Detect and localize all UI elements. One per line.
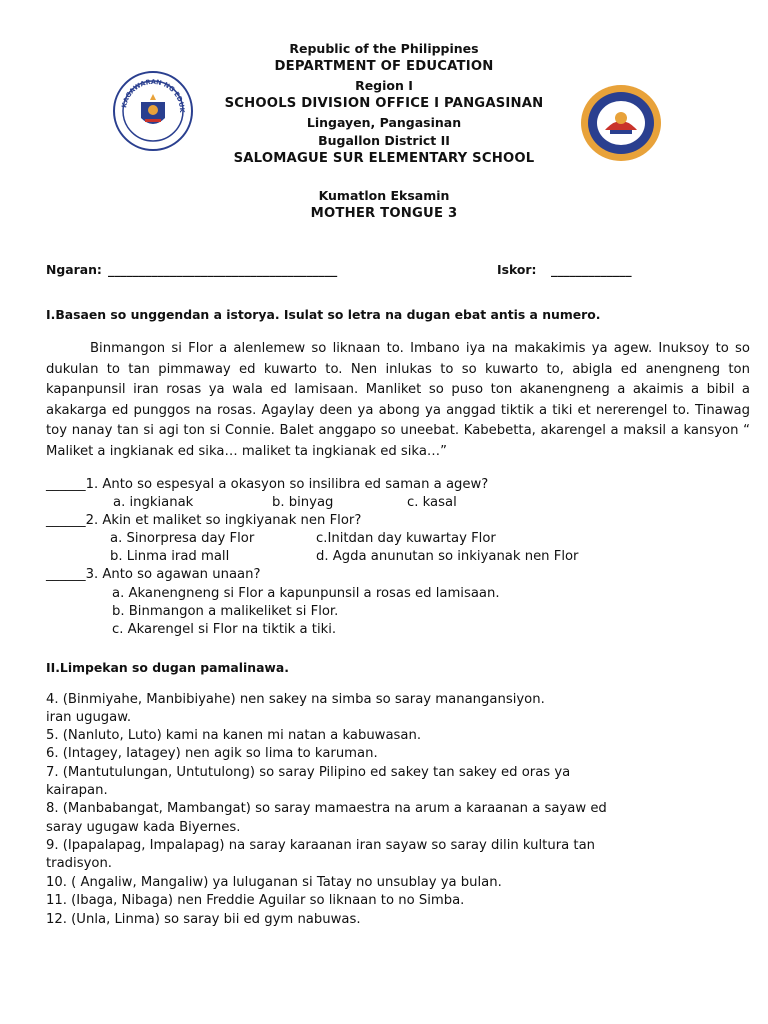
name-blank[interactable]: _____________________________________	[108, 262, 338, 277]
question-1: ______1. Anto so espesyal a okasyon so insilibra ed saman a agew?	[46, 477, 489, 492]
svg-text:KAGAWARAN NG EDUKASYON: KAGAWARAN NG EDUK	[120, 77, 187, 113]
header-location: Lingayen, Pangasinan	[306, 115, 462, 130]
header-division-office: SCHOOLS DIVISION OFFICE I PANGASINAN	[224, 96, 544, 111]
list-item: tradisyon.	[46, 856, 113, 871]
q1-option-a: a. ingkianak	[113, 495, 194, 510]
header-district: Bugallon District II	[318, 133, 450, 148]
section1-instruction: I.Basaen so unggendan a istorya. Isulat so letra na dugan ebat antis a numero.	[46, 307, 601, 322]
list-item: 11. (Ibaga, Nibaga) nen Freddie Aguilar so liknaan to no Simba.	[46, 893, 465, 908]
q2-option-c: c.Initdan day kuwartay Flor	[316, 531, 496, 546]
list-item: 8. (Manbabangat, Mambangat) so saray mamaestra na arum a karaanan a sayaw ed	[46, 801, 607, 816]
subject-title: MOTHER TONGUE 3	[310, 206, 458, 221]
q1-option-b: b. binyag	[272, 495, 334, 510]
name-label: Ngaran:	[46, 262, 102, 277]
list-item: 5. (Nanluto, Luto) kami na kanen mi natan a kabuwasan.	[46, 728, 422, 743]
list-item: iran ugugaw.	[46, 710, 132, 725]
exam-title: Kumatlon Eksamin	[318, 188, 450, 203]
score-blank[interactable]: _____________	[551, 262, 632, 277]
q2-option-d: d. Agda anunutan so inkiyanak nen Flor	[316, 549, 579, 564]
list-item: 10. ( Angaliw, Mangaliw) ya luluganan si Tatay no unsublay ya bulan.	[46, 875, 502, 890]
list-item: 7. (Mantutulungan, Untutulong) so saray Pilipino ed sakey tan sakey ed oras ya	[46, 765, 571, 780]
score-label: Iskor:	[497, 262, 537, 277]
list-item: kairapan.	[46, 783, 108, 798]
list-item: 12. (Unla, Linma) so saray bii ed gym nabuwas.	[46, 912, 361, 927]
q3-option-c: c. Akarengel si Flor na tiktik a tiki.	[112, 622, 337, 637]
list-item: 9. (Ipapalapag, Impalapag) na saray karaanan iran sayaw so saray dilin kultura tan	[46, 838, 596, 853]
list-item: 4. (Binmiyahe, Manbibiyahe) nen sakey na simba so saray manangansiyon.	[46, 692, 545, 707]
story-paragraph: Binmangon si Flor a alenlemew so liknaan to. Imbano iya na makakimis ya agew. Inuksoy to so dukulan to tan pimmaway ed kuwarto to. Nen inlukas to so kuwarto to, abigla ed anengneng ton kapanpunsil iran rosas ya wala ed lamisaan. Manliket so puso ton akanengneng a akaimis a bibil a akakarga ed punggos na rosas. Agaylay deen ya abong ya anggad tiktik a tiki et nererengel to. Tinawag toy nanay tan si agi ton si Connie. Balet anggapo so uneebat. Kabebetta, akarengel a maksil a kansyon “ Maliket a ingkianak ed sika… maliket ta ingkianak ed sika…”	[46, 341, 750, 459]
header-republic: Republic of the Philippines	[289, 41, 479, 56]
header-department: DEPARTMENT OF EDUCATION	[274, 59, 494, 74]
header-region: Region I	[355, 78, 413, 93]
header-school-name: SALOMAGUE SUR ELEMENTARY SCHOOL	[233, 151, 535, 166]
section2-instruction: II.Limpekan so dugan pamalinawa.	[46, 660, 289, 675]
q3-option-a: a. Akanengneng si Flor a kapunpunsil a rosas ed lamisaan.	[112, 586, 500, 601]
question-2: ______2. Akin et maliket so ingkiyanak nen Flor?	[46, 513, 362, 528]
q3-option-b: b. Binmangon a malikeliket si Flor.	[112, 604, 339, 619]
q1-option-c: c. kasal	[407, 495, 457, 510]
question-3: ______3. Anto so agawan unaan?	[46, 567, 261, 582]
q2-option-b: b. Linma irad mall	[110, 549, 230, 564]
q2-option-a: a. Sinorpresa day Flor	[110, 531, 255, 546]
list-item: 6. (Intagey, Iatagey) nen agik so lima to karuman.	[46, 746, 378, 761]
list-item: saray ugugaw kada Biyernes.	[46, 820, 241, 835]
